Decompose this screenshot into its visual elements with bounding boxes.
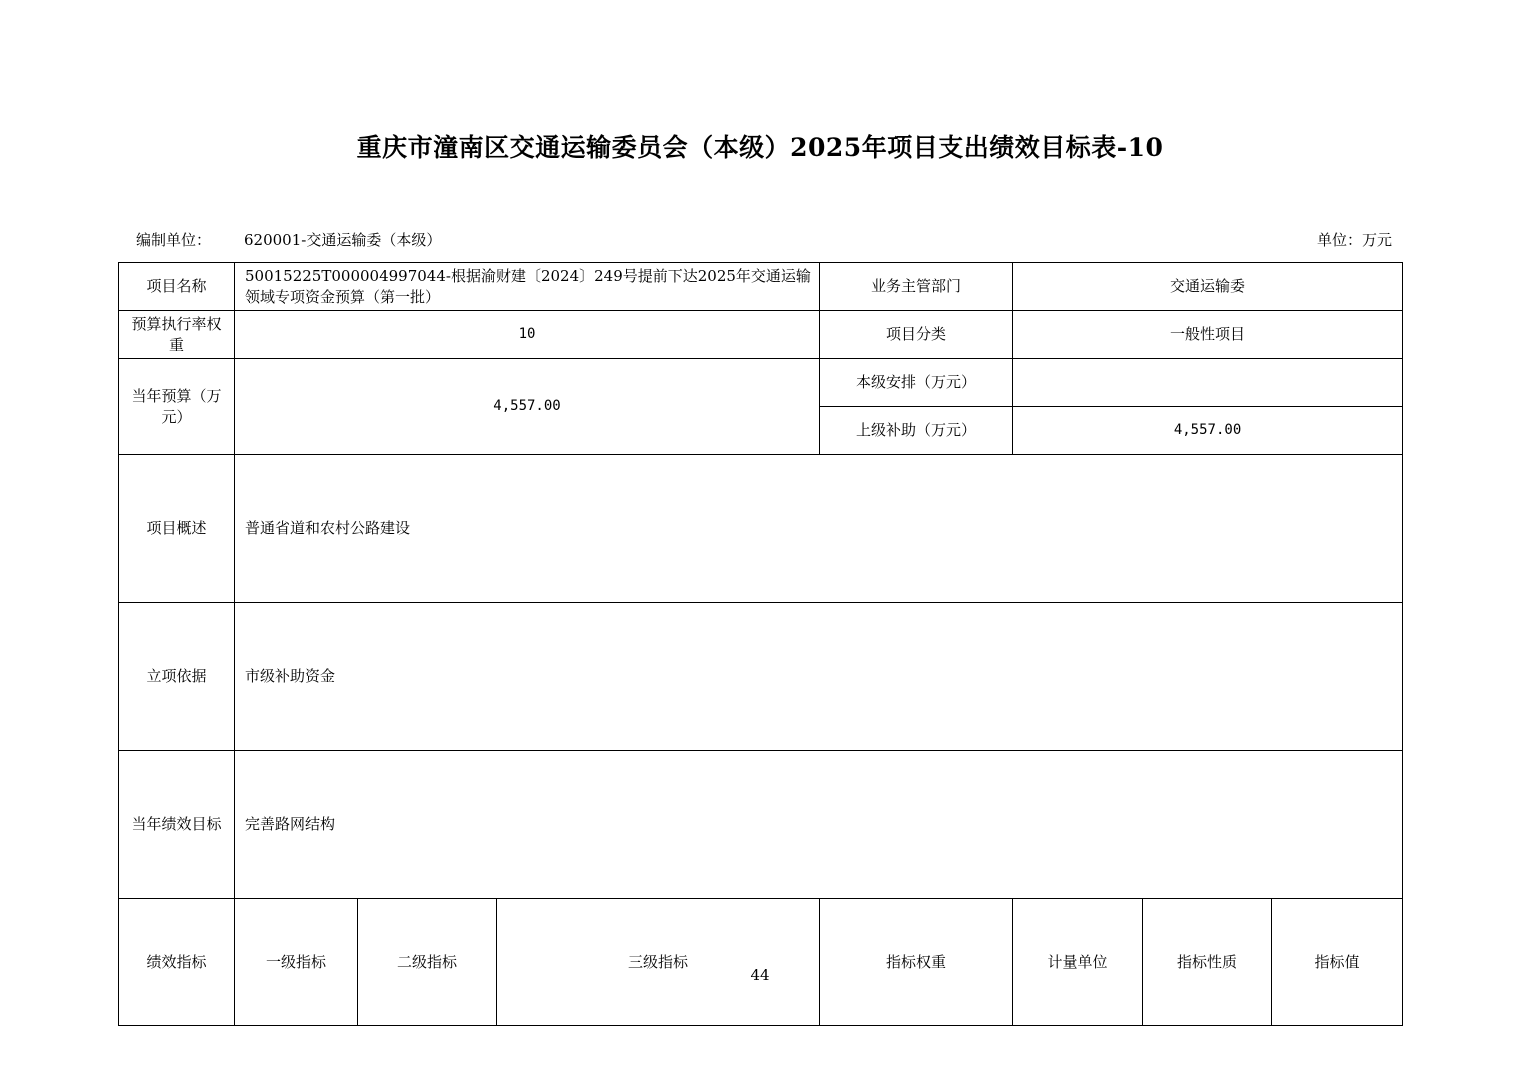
table-row bbox=[119, 603, 1403, 751]
meta-row bbox=[136, 229, 1392, 251]
indicator-header: 三级指标 bbox=[497, 899, 820, 1026]
indicator-header: 绩效指标 bbox=[119, 899, 235, 1026]
compiler-value: 620001-交通运输委（本级） bbox=[244, 231, 442, 249]
indicator-header: 指标权重 bbox=[820, 899, 1013, 1026]
indicator-header: 指标值 bbox=[1272, 899, 1403, 1026]
category-value: 一般性项目 bbox=[1013, 311, 1403, 359]
page-number: 44 bbox=[750, 966, 770, 984]
table-row bbox=[119, 263, 1403, 311]
basis-value: 市级补助资金 bbox=[235, 603, 1403, 751]
basis-label: 立项依据 bbox=[119, 603, 235, 751]
local-label: 本级安排（万元） bbox=[820, 359, 1013, 407]
local-value bbox=[1013, 359, 1403, 407]
currency-label: 单位：万元 bbox=[1316, 231, 1392, 249]
budget-value: 4,557.00 bbox=[235, 359, 820, 455]
overview-value: 普通省道和农村公路建设 bbox=[235, 455, 1403, 603]
table-row bbox=[119, 311, 1403, 359]
exec-rate-value: 10 bbox=[235, 311, 820, 359]
compiler-label: 编制单位： bbox=[136, 231, 212, 249]
table-row bbox=[119, 359, 1403, 407]
indicator-header: 计量单位 bbox=[1013, 899, 1143, 1026]
indicator-header: 一级指标 bbox=[235, 899, 358, 1026]
exec-rate-label: 预算执行率权重 bbox=[119, 311, 235, 359]
performance-target-table bbox=[118, 262, 1403, 1026]
upper-value: 4,557.00 bbox=[1013, 407, 1403, 455]
dept-value: 交通运输委 bbox=[1013, 263, 1403, 311]
table-row bbox=[119, 455, 1403, 603]
goal-value: 完善路网结构 bbox=[235, 751, 1403, 899]
table-row bbox=[119, 751, 1403, 899]
category-label: 项目分类 bbox=[820, 311, 1013, 359]
indicator-header-row bbox=[119, 899, 1403, 1026]
dept-label: 业务主管部门 bbox=[820, 263, 1013, 311]
project-name-value: 50015225T000004997044-根据渝财建〔2024〕249号提前下达2025年交通运输领域专项资金预算（第一批） bbox=[235, 263, 820, 311]
project-name-label: 项目名称 bbox=[119, 263, 235, 311]
overview-label: 项目概述 bbox=[119, 455, 235, 603]
upper-label: 上级补助（万元） bbox=[820, 407, 1013, 455]
budget-label: 当年预算（万元） bbox=[119, 359, 235, 455]
indicator-header: 二级指标 bbox=[358, 899, 497, 1026]
indicator-header: 指标性质 bbox=[1143, 899, 1272, 1026]
goal-label: 当年绩效目标 bbox=[119, 751, 235, 899]
document-title: 重庆市潼南区交通运输委员会（本级）2025年项目支出绩效目标表-10 bbox=[356, 133, 1164, 162]
